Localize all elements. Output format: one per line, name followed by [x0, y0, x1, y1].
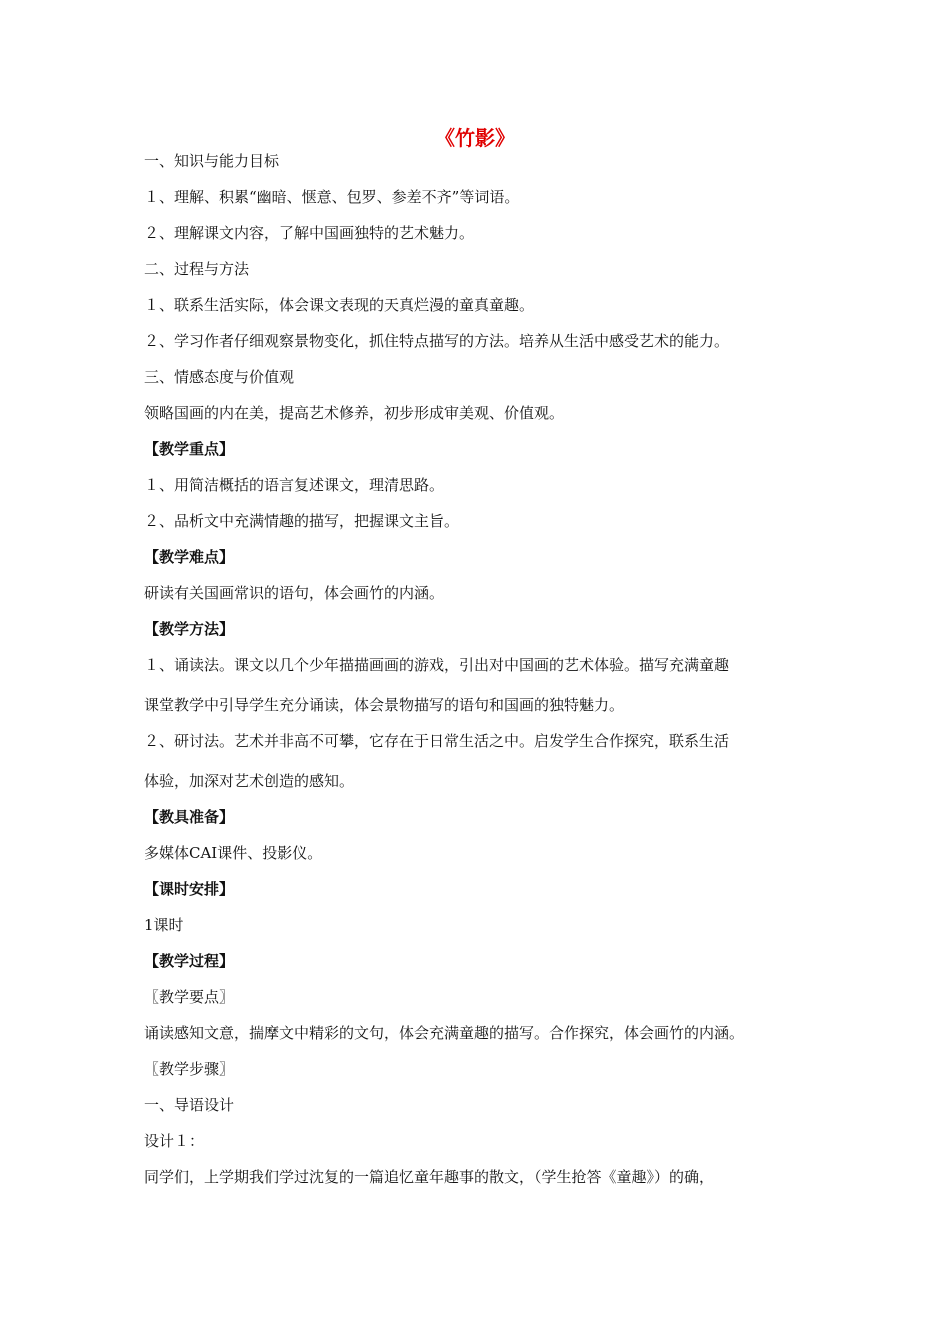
heading-process-steps: 【教学过程】: [144, 952, 235, 970]
teaching-points-text: 诵读感知文意，揣摩文中精彩的文句，体会充满童趣的描写。合作探究，体会画竹的内涵。: [144, 1024, 745, 1042]
design-label: 设计１：: [144, 1132, 205, 1150]
process-item-1: １、联系生活实际，体会课文表现的天真烂漫的童真童趣。: [144, 296, 535, 314]
method-2-line-2: 体验，加深对艺术创造的感知。: [144, 772, 355, 790]
method-2-line-1: ２、研讨法。艺术并非高不可攀，它存在于日常生活之中。启发学生合作探究，联系生活: [144, 732, 730, 750]
method-1-line-1: １、诵读法。课文以几个少年描描画画的游戏，引出对中国画的艺术体验。描写充满童趣: [144, 656, 730, 674]
heading-difficulty: 【教学难点】: [144, 548, 235, 566]
knowledge-item-1: １、理解、积累“幽暗、惬意、包罗、参差不齐”等词语。: [144, 188, 520, 206]
section-heading-attitude: 三、情感态度与价值观: [144, 368, 295, 386]
subheading-teaching-points: 〖教学要点〗: [144, 988, 235, 1006]
key-point-2: ２、品析文中充满情趣的描写，把握课文主旨。: [144, 512, 460, 530]
method-1-line-2: 课堂教学中引导学生充分诵读，体会景物描写的语句和国画的独特魅力。: [144, 696, 625, 714]
attitude-text: 领略国画的内在美，提高艺术修养，初步形成审美观、价值观。: [144, 404, 565, 422]
document-title: 《竹影》: [435, 126, 515, 150]
process-item-2: ２、学习作者仔细观察景物变化，抓住特点描写的方法。培养从生活中感受艺术的能力。: [144, 332, 730, 350]
heading-equipment: 【教具准备】: [144, 808, 235, 826]
subheading-teaching-steps: 〖教学步骤〗: [144, 1060, 235, 1078]
difficulty-text: 研读有关国画常识的语句，体会画竹的内涵。: [144, 584, 445, 602]
design-text: 同学们，上学期我们学过沈复的一篇追忆童年趣事的散文，（学生抢答《童趣》）的确，: [144, 1168, 715, 1186]
schedule-text: 1课时: [144, 916, 184, 934]
knowledge-item-2: ２、理解课文内容，了解中国画独特的艺术魅力。: [144, 224, 475, 242]
equipment-text: 多媒体CAI课件、投影仪。: [144, 844, 323, 862]
heading-schedule: 【课时安排】: [144, 880, 235, 898]
key-point-1: １、用简洁概括的语言复述课文，理清思路。: [144, 476, 445, 494]
heading-methods: 【教学方法】: [144, 620, 235, 638]
section-heading-process: 二、过程与方法: [144, 260, 250, 278]
heading-key-points: 【教学重点】: [144, 440, 235, 458]
section-heading-knowledge: 一、知识与能力目标: [144, 152, 280, 170]
step-heading-intro: 一、导语设计: [144, 1096, 235, 1114]
